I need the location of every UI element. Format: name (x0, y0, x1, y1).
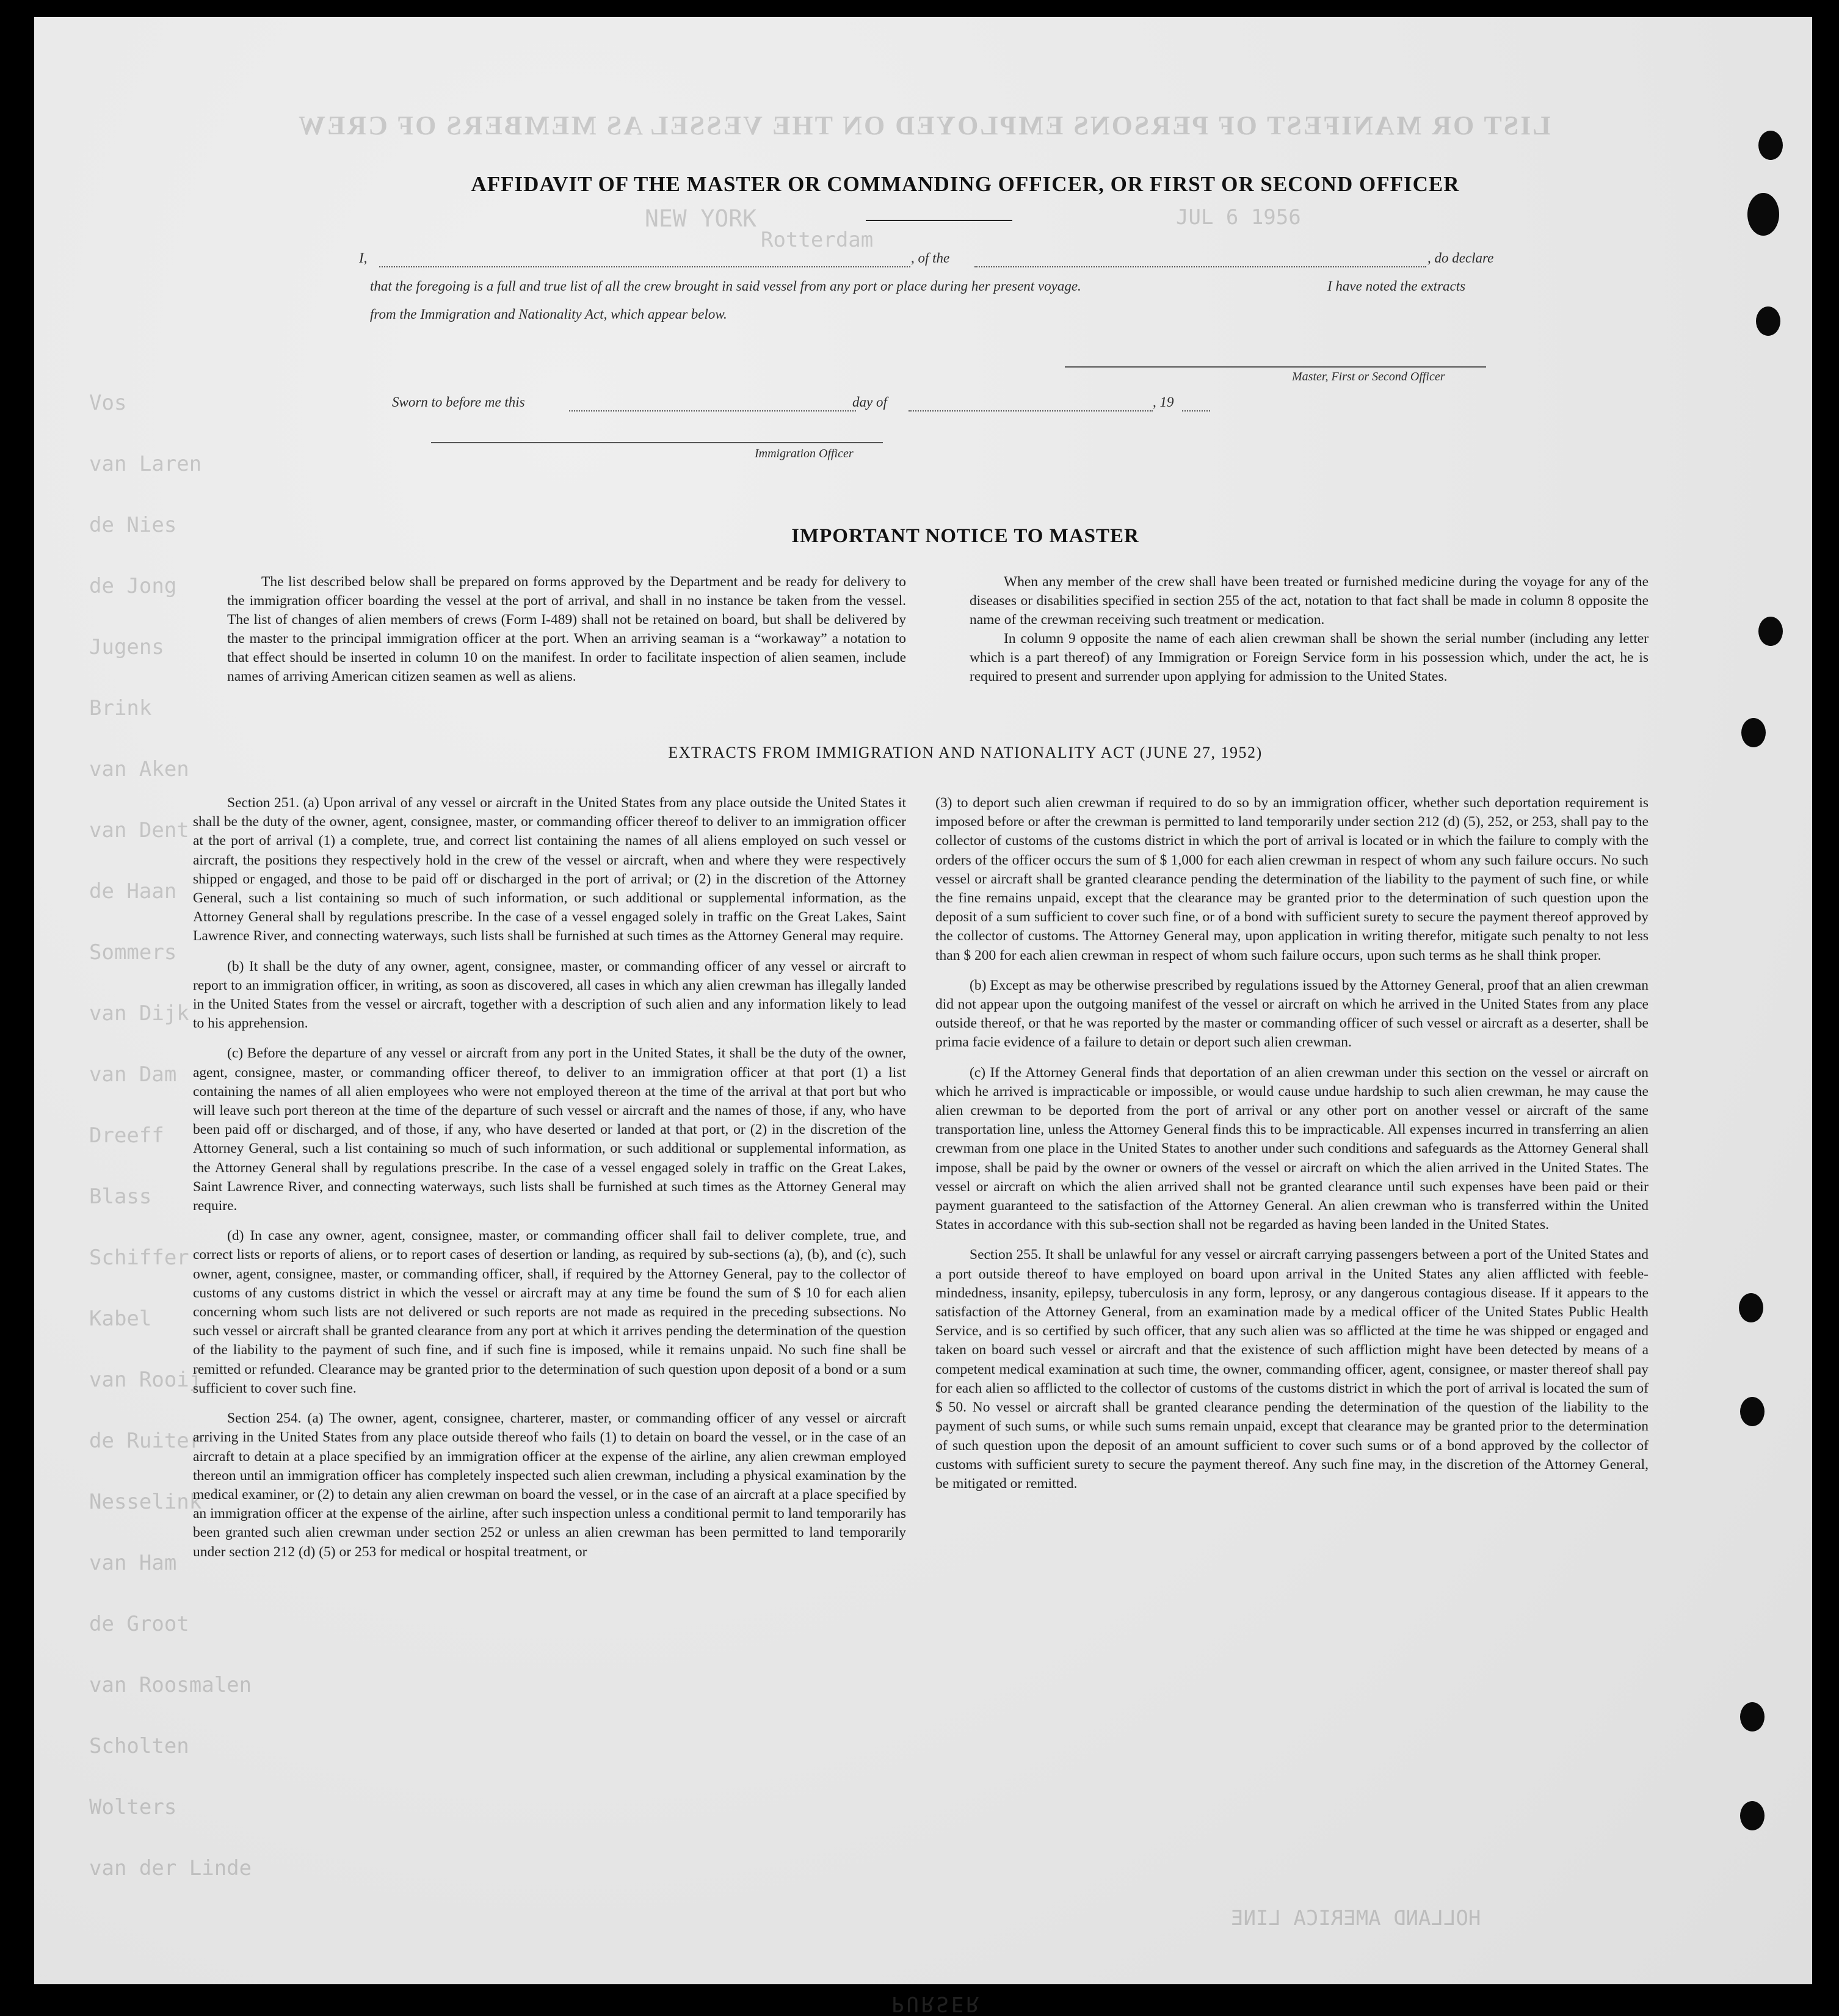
bleed-through-name: Nesselink (89, 1490, 202, 1514)
bleed-through-city: Rotterdam (761, 228, 874, 252)
bleed-through-name: van Roosmalen (89, 1673, 252, 1697)
extracts-left-column (193, 794, 906, 1573)
extracts-title: EXTRACTS FROM IMMIGRATION AND NATIONALITY ACT (JUNE 27, 1952) (668, 744, 1263, 761)
sworn-year-field[interactable] (1182, 410, 1210, 412)
bleed-through-name: de Haan (89, 879, 177, 904)
immigration-officer-signature-line[interactable] (431, 442, 883, 443)
notice-right-column (970, 573, 1649, 686)
master-signature-caption: Master, First or Second Officer (1292, 370, 1445, 383)
binder-hole (1756, 306, 1780, 336)
day-of-label: day of (852, 394, 887, 410)
bleed-through-name: van Dent (89, 818, 189, 843)
notice-left-column (227, 573, 906, 686)
binder-hole (1739, 1293, 1763, 1322)
sworn-month-field[interactable] (909, 410, 1153, 412)
bleed-through-name: Jugens (89, 635, 164, 659)
bleed-through-name: de Jong (89, 574, 177, 598)
binder-hole (1747, 193, 1779, 236)
bleed-through-footer: HOLLAND AMERICA LINE (1231, 1906, 1481, 1931)
bleed-through-name: de Groot (89, 1612, 189, 1636)
year-label: , 19 (1153, 394, 1174, 410)
bleed-through-name: van Laren (89, 452, 202, 476)
section-254-a: Section 254. (a) The owner, agent, consignee, charterer, master, or commanding officer of any vessel or aircraft arriving in the United States from any place outside thereof who fails (1) to detain on board the vessel, or in the case of an aircraft to detain at a place specified by an immigration officer at the expense of the airline, any alien crewman employed thereon until an immigration officer has completely inspected such alien crewman, including a physical examination by the medical examiner, or (2) to detain any alien crewman on board the vessel, or in the case of an aircraft at a place specified by an immigration officer at the expense of the airline, after such inspection unless a conditional permit to land temporarily has been granted such alien crewman under section 252 or unless an alien crewman has been permitted to land temporarily under section 212 (d) (5) or 253 for medical or hospital treatment, or (193, 1410, 906, 1560)
purser-stamp: PURSER (891, 1992, 981, 2016)
bleed-through-name: van Dijk (89, 1001, 189, 1026)
bleed-through-name: Scholten (89, 1734, 189, 1758)
binder-hole (1740, 1702, 1765, 1731)
bleed-through-name: Brink (89, 696, 152, 720)
master-signature-line[interactable] (1065, 366, 1486, 368)
section-251-c: (c) Before the departure of any vessel or aircraft from any port in the United States, it shall be the duty of the owner, agent, consignee, master, or commanding officer thereof, to deliver to an immigration officer at that port (1) a list containing the names of all alien employees who were not employed thereon at the time of the arrival at that port but who will leave such port thereon at the time of the departure of such vessel or aircraft and the names of those, if any, who have been paid off or discharged, and of those, if any, who have deserted or landed at that port, or (2) in the discretion of the Attorney General, such a list containing so much of such information, or such additional or supplemental information, as the Attorney General shall by regulations prescribe. In the case of a vessel engaged solely in traffic on the Great Lakes, Saint Lawrence River, and connecting waterways, such lists shall be furnished at such times as the Attorney General may require. (193, 1045, 906, 1214)
bleed-through-name: van Dam (89, 1062, 177, 1087)
binder-hole (1758, 617, 1783, 646)
section-251-d: (d) In case any owner, agent, consignee, master, or commanding officer shall fail to deliver complete, true, and correct lists or reports of aliens, or to report cases of desertion or landing, as required by sub-sections (a), (b), and (c), such owner, agent, consignee, master, or commanding officer, shall, if required by the Attorney General, pay to the collector of customs of any customs district in which the vessel or aircraft may at any time be found the sum of $ 10 for each alien concerning whom such lists are not delivered or such reports are not made as required in the preceding subsections. No such vessel or aircraft shall be granted clearance from any port at which it arrives pending the determination of the question of the liability to the payment of such fine, and if such fine is imposed, while it remains unpaid. No such fine shall be remitted or refunded. Clearance may be granted prior to the determination of such question upon deposit of a bond or a sum sufficient to cover such fine. (193, 1228, 906, 1396)
binder-hole (1740, 1397, 1765, 1426)
bleed-through-name: van der Linde (89, 1856, 252, 1880)
notice-title: IMPORTANT NOTICE TO MASTER (791, 525, 1139, 547)
section-251-a: Section 251. (a) Upon arrival of any vessel or aircraft in the United States from any place outside the United States it shall be the duty of the owner, agent, consignee, master, or commanding officer thereof to deliver to an immigration officer at the port of arrival (1) a complete, true, and correct list containing the names of all aliens employed on such vessel or aircraft, the positions they respectively hold in the crew of the vessel or aircraft, when and where they were respectively shipped or engaged, and those to be paid off or discharged in the port of arrival; or (2) in the discretion of the Attorney General, such a list containing so much of such information, or such additional or supplemental information, as the Attorney General shall by regulations prescribe. In the case of a vessel engaged solely in traffic on the Great Lakes, Saint Lawrence River, and connecting waterways, such lists shall be furnished at such times as the Attorney General may require. (193, 795, 906, 945)
bleed-through-name: van Aken (89, 757, 189, 781)
bleed-through-name: de Nies (89, 513, 177, 537)
bleed-through-name: Kabel (89, 1307, 152, 1331)
bleed-through-header: LIST OR MANIFEST OF PERSONS EMPLOYED ON THE VESSEL AS MEMBERS OF CREW (297, 111, 1551, 140)
bleed-through-name: Vos (89, 391, 127, 415)
notice-right-paragraph-2: In column 9 opposite the name of each alien crewman shall be shown the serial number (including any letter which is a part thereof) of any Immigration or Foreign Service form in his possession which, under the act, he is required to present and surrender upon applying for admission to the United States. (970, 631, 1649, 684)
title-rule (866, 220, 1012, 221)
notice-left-paragraph: The list described below shall be prepared on forms approved by the Department and be ready for delivery to the immigration officer boarding the vessel at the port of arrival, and shall in no instance be taken from the vessel. The list of changes of alien members of crews (Form I-489) shall not be retained on board, but shall be delivered by the master to the principal immigration officer at the port. When an arriving seaman is a “workaway” a notation to that effect should be inserted in column 10 on the manifest. In order to facilitate inspection of alien seamen, include names of arriving American citizen seamen as well as aliens. (227, 574, 906, 684)
bleed-through-name: de Ruiter (89, 1429, 202, 1453)
affidavit-noted-extracts: I have noted the extracts (1327, 278, 1466, 294)
sworn-label: Sworn to before me this (392, 394, 525, 410)
sworn-day-field[interactable] (569, 410, 856, 412)
binder-hole (1758, 131, 1783, 160)
section-254-c: (c) If the Attorney General finds that deportation of an alien crewman under this section on the vessel or aircraft on which he arrived is impracticable or impossible, or would cause undue hardship to such alien crewman, he may cause the alien crewman to be deported from the port of arrival or any other port on another vessel or aircraft of the same transportation line, unless the Attorney General finds this to be impracticable. All expenses incurred in transferring an alien crewman from one place in the United States to another under such conditions and safeguards as the Attorney General shall impose, shall be paid by the owner or owners of the vessel or aircraft on which the alien arrived in the United States. The vessel or aircraft on which the alien arrived shall not be granted clearance until such expenses have been paid or their payment guaranteed to the satisfaction of the Attorney General. An alien crewman who is transferred within the United States in accordance with this sub-section shall not be regarded as having been landed in the United States. (935, 1064, 1649, 1233)
affidavit-line-3: from the Immigration and Nationality Act, which appear below. (370, 306, 727, 322)
extracts-right-column (935, 794, 1649, 1504)
bleed-through-name: Sommers (89, 940, 177, 965)
bleed-through-name: Schiffer (89, 1245, 189, 1270)
bleed-through-name: Blass (89, 1184, 152, 1209)
affidavit-of-the-label: , of the (911, 250, 950, 266)
section-251-b: (b) It shall be the duty of any owner, agent, consignee, master, or commanding officer of any vessel or aircraft to report to an immigration officer, in writing, as soon as discovered, all cases in which any alien crewman has illegally landed in the United States from the vessel or aircraft, together with a description of such alien and any information likely to lead to his apprehension. (193, 958, 906, 1032)
bleed-through-date: JUL 6 1956 (1176, 205, 1301, 230)
binder-hole (1740, 1801, 1765, 1830)
section-254-a-continued: (3) to deport such alien crewman if required to do so by an immigration officer, whether such deportation requirement is imposed before or after the crewman is permitted to land temporarily under section 212 (d) (5), 252, or 253, shall pay to the collector of customs of the customs district in which the port of arrival is located or in which the failure to comply with the orders of the officer occurs the sum of $ 1,000 for each alien crewman in respect of whom any such failure occurs. No such vessel or aircraft shall be granted clearance pending the determination of the liability to the payment of such fine, or while the fine remains unpaid, except that the clearance may be granted prior to the determination of such question upon the deposit of a sum sufficient to cover such fine, or of a bond with sufficient surety to secure the payment thereof approved by the collector of customs. The Attorney General may, upon application in writing therefor, mitigate such penalty to not less than $ 200 for each alien crewman in respect of whom such failure occurs, upon such terms as he shall think proper. (935, 795, 1649, 963)
affidavit-declare-label: , do declare (1427, 250, 1494, 266)
bleed-through-name: Dreeff (89, 1123, 164, 1148)
affidavit-line-2: that the foregoing is a full and true list of all the crew brought in said vessel from any port or place during her present voyage. (370, 278, 1081, 294)
vessel-name-field[interactable] (974, 266, 1426, 267)
notice-right-paragraph-1: When any member of the crew shall have been treated or furnished medicine during the voyage for any of the diseases or disabilities specified in section 255 of the act, notation to that fact shall be made in column 8 opposite the name of the crewman receiving such treatment or medication. (970, 574, 1649, 628)
section-255: Section 255. It shall be unlawful for any vessel or aircraft carrying passengers between a port of the United States and a port outside thereof to have employed on board upon arrival in the United States any alien afflicted with feeble-mindedness, insanity, epilepsy, tuberculosis in any form, leprosy, or any dangerous contagious disease. If it appears to the satisfaction of the Attorney General, from an examination made by a medical officer of the United States Public Health Service, and is so certified by such officer, that any such alien was so afflicted at the time he was shipped or engaged and taken on board such vessel or aircraft and that the existence of such affliction might have been detected by means of a competent medical examination at such time, the owner, commanding officer, agent, consignee, or master thereof shall pay for each alien so afflicted to the collector of customs of the customs district in which the port of arrival is located the sum of $ 50. No vessel or aircraft shall be granted clearance pending the determination of the question of the liability to the payment of such sums, or while such sums remain unpaid, except that clearance may be granted prior to the determination of such question upon the deposit of an amount sufficient to cover such sums or of a bond approved by the collector of customs with sufficient surety to secure the payment thereof. Any such fine may, in the discretion of the Attorney General, be mitigated or remitted. (935, 1247, 1649, 1492)
immigration-officer-caption: Immigration Officer (755, 447, 854, 460)
bleed-through-name: Wolters (89, 1795, 177, 1819)
bleed-through-port: NEW YORK (645, 205, 757, 232)
document-page (34, 17, 1812, 2016)
section-254-b: (b) Except as may be otherwise prescribed by regulations issued by the Attorney General, proof that an alien crewman did not appear upon the outgoing manifest of the vessel or aircraft on which he arrived in the United States from any place outside thereof, or that he was reported by the master or commanding officer of such vessel or aircraft as a deserter, shall be prima facie evidence of a failure to detain or deport such alien crewman. (935, 977, 1649, 1051)
bleed-through-name: van Rooij (89, 1368, 202, 1392)
affidavit-title: AFFIDAVIT OF THE MASTER OR COMMANDING OFFICER, OR FIRST OR SECOND OFFICER (471, 172, 1460, 196)
binder-hole (1741, 718, 1766, 747)
affidavit-i-label: I, (359, 250, 368, 266)
master-name-field[interactable] (379, 266, 910, 267)
bleed-through-name: van Ham (89, 1551, 177, 1575)
